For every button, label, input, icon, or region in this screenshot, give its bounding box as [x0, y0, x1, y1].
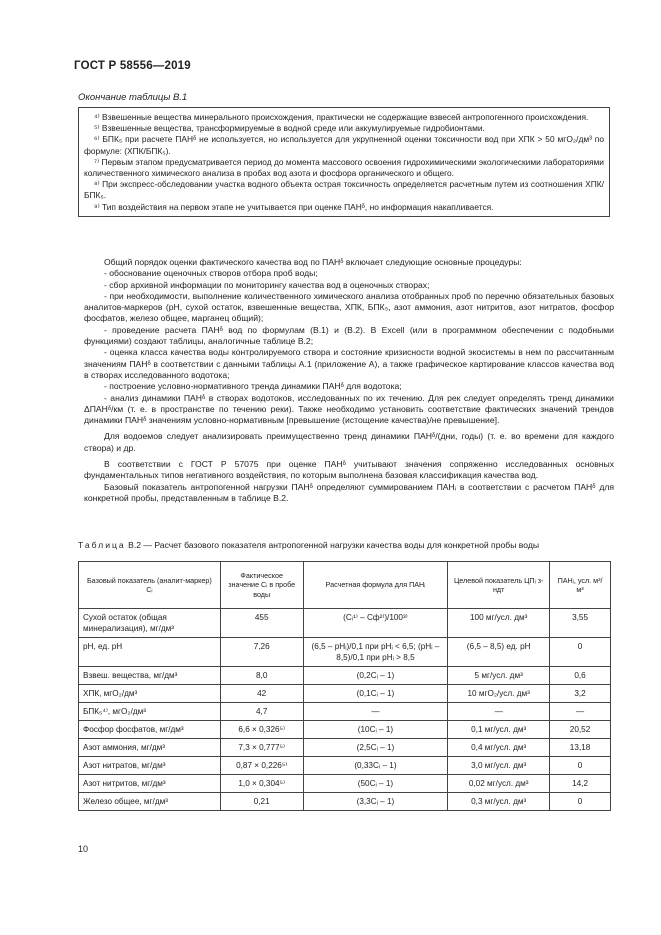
col-header-actual-value: Фактическое значение Cᵢ в пробе воды: [220, 562, 303, 609]
cell-indicator: Азот нитритов, мг/дм³: [79, 775, 221, 793]
cell-formula: (0,2Cᵢ – 1): [303, 667, 448, 685]
col-header-formula: Расчетная формула для ПАНᵢ: [303, 562, 448, 609]
cell-formula: (10Cᵢ – 1): [303, 721, 448, 739]
cell-pan: 0: [550, 793, 611, 811]
cell-value: 4,7: [220, 703, 303, 721]
table-row: [79, 703, 611, 721]
col-header-pan: ПАНᵢ, усл. м³/м³: [550, 562, 611, 609]
list-item: - сбор архивной информации по мониторингу качества вод в оценочных створах;: [104, 279, 430, 290]
cell-pan: 14,2: [550, 775, 611, 793]
cell-value: 1,0 × 0,304⁵⁾: [220, 775, 303, 793]
cell-target: 100 мг/усл. дм³: [448, 609, 550, 638]
note-5: ⁵⁾ Взвешенные вещества, трансформируемые в водной среде или аккумулируемые гидробионтами.: [94, 123, 485, 134]
table-row: [79, 793, 611, 811]
document-header: ГОСТ Р 58556—2019: [74, 60, 191, 72]
paragraph: Для водоемов следует анализировать преимущественно тренд динамики ПАНᵟ/(дни, годы) (т. е. во времени для каждого створа) и др.: [84, 431, 614, 453]
col-header-target: Целевой показатель ЦПᵢ з-ндт: [448, 562, 550, 609]
cell-value: 7,3 × 0,777⁵⁾: [220, 739, 303, 757]
note-4: ⁴⁾ Взвешенные вещества минерального происхождения, практически не содержащие взвесей антропогенного происхождения.: [94, 112, 589, 122]
cell-value: 0,87 × 0,226⁵⁾: [220, 757, 303, 775]
cell-formula: (50Cᵢ – 1): [303, 775, 448, 793]
list-item: - проведение расчета ПАНᵟ вод по формулам (В.1) и (В.2). В Excell (или в программном обеспечении с подобными функциями) создают таблицы, аналогичные таблице В.2;: [84, 324, 614, 347]
note-9: ⁹⁾ Тип воздействия на первом этапе не учитывается при оценке ПАНᵟ, но информация накапливается.: [94, 201, 494, 212]
list-item: - обоснование оценочных створов отбора проб воды;: [104, 268, 318, 279]
cell-pan: 0: [550, 757, 611, 775]
note-6: ⁶⁾ БПК₅ при расчете ПАНᵟ не используется, но используется для укрупненной оценки токсичности вод при ХПК > 50 мгО₂/дм³ по формуле: (ХПК/БПК₅).: [84, 134, 604, 156]
paragraph: В соответствии с ГОСТ Р 57075 при оценке ПАНᵟ учитывают значения сопряженно исследованных основных фундаментальных типов негативного воздействия, по которым выполнена базовая классификация качества вод.: [84, 459, 614, 481]
cell-formula: (0,1Cᵢ – 1): [303, 685, 448, 703]
page-number: 10: [78, 844, 89, 854]
cell-target: 0,3 мг/усл. дм³: [448, 793, 550, 811]
table-row: [79, 775, 611, 793]
table-row: [79, 685, 611, 703]
table-caption-label: Таблица: [78, 540, 126, 550]
cell-indicator: Взвеш. вещества, мг/дм³: [79, 667, 221, 685]
list-item: - анализ динамики ПАНᵟ в створах водотоков, исследованных по их течению. Для рек следует определять тренд динамики ΔПАНᵟ/км (т. е. в пространстве по течению реки). Также необходимо установить соответствие фактических значений трендов динамики ПАНᵟ значениям условно-нормативным [превышение (истощение качества)/не превышение].: [84, 392, 614, 426]
cell-value: 0,21: [220, 793, 303, 811]
table-row: [79, 638, 611, 667]
paragraph: Базовый показатель антропогенной нагрузки ПАНᵟ определяют суммированием ПАНᵢ в соответствии с расчетом ПАНᵟ для конкретной пробы, представленным в таблице В.2.: [84, 481, 614, 503]
cell-target: 0,4 мг/усл. дм³: [448, 739, 550, 757]
cell-target: —: [448, 703, 550, 721]
cell-target: 5 мг/усл. дм³: [448, 667, 550, 685]
table-row: [79, 609, 611, 638]
cell-formula: (Cᵢ¹⁾ – Cф²⁾)/100³⁾: [303, 609, 448, 638]
cell-pan: 20,52: [550, 721, 611, 739]
cell-indicator: рН, ед. рН: [79, 638, 221, 667]
cell-target: 0,1 мг/усл. дм³: [448, 721, 550, 739]
cell-pan: 3,2: [550, 685, 611, 703]
table-row: [79, 667, 611, 685]
calculation-table: [78, 561, 611, 811]
cell-value: 42: [220, 685, 303, 703]
cell-indicator: Азот нитратов, мг/дм³: [79, 757, 221, 775]
list-item: - при необходимости, выполнение количественного химического анализа отобранных проб по перечню обязательных базовых аналитов-маркеров (рН, сухой остаток, взвешенные вещества, ХПК, БПК₅, азот аммония, азот нитритов, азот нитратов, фосфор фосфатов, железо общее, марганец общий);: [84, 290, 614, 324]
col-header-indicator: Базовый показатель (аналит-маркер) Cᵢ: [79, 562, 221, 609]
cell-pan: 13,18: [550, 739, 611, 757]
table-caption-text: В.2 — Расчет базового показателя антропогенной нагрузки качества воды для конкретной пробы воды: [128, 540, 540, 550]
table-caption: [78, 540, 539, 550]
note-7: ⁷⁾ Первым этапом предусматривается период до момента массового освоения гидрохимическими экологическими лабораториями количественного химического анализа в пробах вод азота и фосфора органического и общего.: [84, 156, 604, 179]
cell-pan: 0: [550, 638, 611, 667]
table-continuation-title: Окончание таблицы В.1: [78, 92, 188, 103]
cell-indicator: Фосфор фосфатов, мг/дм³: [79, 721, 221, 739]
cell-indicator: БПК₅⁴⁾, мгО₂/дм³: [79, 703, 221, 721]
cell-target: 0,02 мг/усл. дм³: [448, 775, 550, 793]
body-text: [84, 257, 614, 504]
cell-target: 3,0 мг/усл. дм³: [448, 757, 550, 775]
cell-value: 6,6 × 0,326⁵⁾: [220, 721, 303, 739]
table-row: [79, 721, 611, 739]
cell-indicator: Азот аммония, мг/дм³: [79, 739, 221, 757]
list-item: - построение условно-нормативного тренда динамики ПАНᵟ для водотока;: [104, 381, 402, 392]
cell-pan: 3,55: [550, 609, 611, 638]
cell-value: 8,0: [220, 667, 303, 685]
list-item: - оценка класса качества воды контролируемого створа и состояние кризисности водной экосистемы в нем по рассчитанным значениям ПАНᵟ в соответствии с данными таблицы А.1 (приложение А), а также графическое картирование классов качества вод в створах исследованного водотока;: [84, 347, 614, 380]
cell-indicator: Железо общее, мг/дм³: [79, 793, 221, 811]
cell-target: 10 мгО₂/усл. дм³: [448, 685, 550, 703]
cell-formula: (0,33Cᵢ – 1): [303, 757, 448, 775]
table-notes-box: [78, 107, 610, 217]
cell-formula: (3,3Cᵢ – 1): [303, 793, 448, 811]
table-header-row: [79, 562, 611, 609]
table-row: [79, 757, 611, 775]
cell-pan: 0,6: [550, 667, 611, 685]
cell-pan: —: [550, 703, 611, 721]
cell-value: 455: [220, 609, 303, 638]
cell-indicator: ХПК, мгО₂/дм³: [79, 685, 221, 703]
table-row: [79, 739, 611, 757]
cell-value: 7,26: [220, 638, 303, 667]
cell-formula: (2,5Cᵢ – 1): [303, 739, 448, 757]
cell-formula: —: [303, 703, 448, 721]
note-8: ⁸⁾ При экспресс-обследовании участка водного объекта острая токсичность определяется расчетным путем из соотношения ХПК/БПК₅.: [84, 179, 604, 201]
paragraph: Общий порядок оценки фактического качества вод по ПАНᵟ включает следующие основные процедуры:: [104, 257, 522, 267]
cell-indicator: Сухой остаток (общая минерализация), мг/дм³: [79, 609, 221, 638]
cell-target: (6,5 – 8,5) ед. рН: [448, 638, 550, 667]
cell-formula: (6,5 – рНᵢ)/0,1 при рНᵢ < 6,5; (рНᵢ – 8,5)/0,1 при рНᵢ > 8,5: [303, 638, 448, 667]
